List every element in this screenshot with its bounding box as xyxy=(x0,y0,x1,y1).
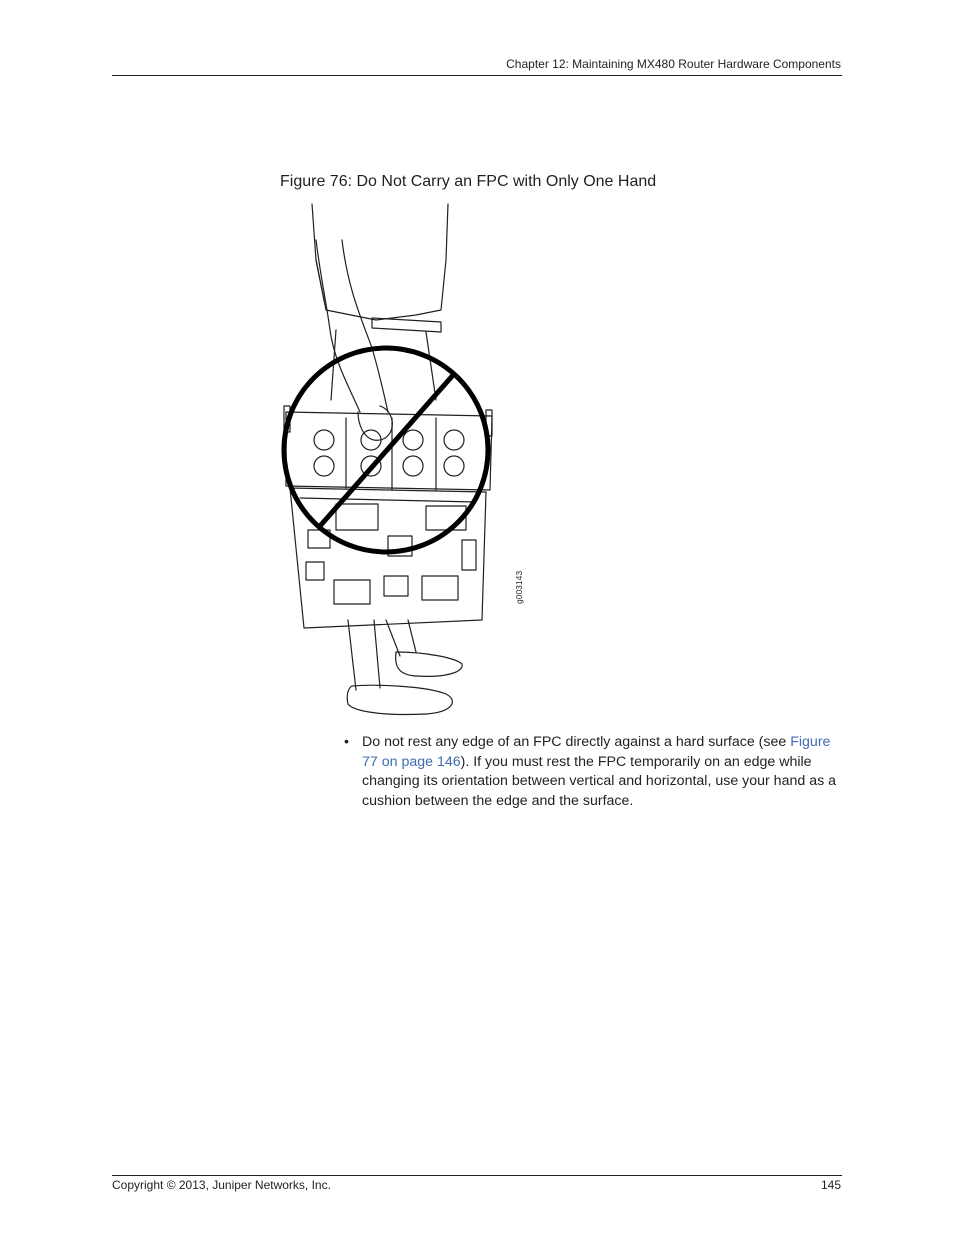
figure-id-label xyxy=(507,566,531,606)
copyright-notice: Copyright © 2013, Juniper Networks, Inc. xyxy=(112,1178,331,1192)
bullet-text xyxy=(362,733,844,811)
bullet-symbol: • xyxy=(344,734,349,750)
page-number: 145 xyxy=(820,1178,841,1192)
bullet-list-item xyxy=(344,733,844,811)
bullet-text-part1: Do not rest any edge of an FPC directly against a hard surface (see xyxy=(362,734,791,750)
bullet-text-part2: ). If you must rest the FPC temporarily on an edge while changing its orientation between vertical and horizontal, use your hand as a cushion between the edge and the surface. xyxy=(362,753,837,809)
figure-id-text: g003143 xyxy=(514,570,524,604)
footer-divider xyxy=(112,1175,842,1176)
fpc-carry-illustration xyxy=(276,200,536,720)
figure-title: Figure 76: Do Not Carry an FPC with Only One Hand xyxy=(280,173,657,190)
header-divider xyxy=(112,75,842,76)
running-header: Chapter 12: Maintaining MX480 Router Hardware Components xyxy=(506,57,841,71)
figure-77-link[interactable]: Figure 77 on page 146 xyxy=(362,734,831,770)
